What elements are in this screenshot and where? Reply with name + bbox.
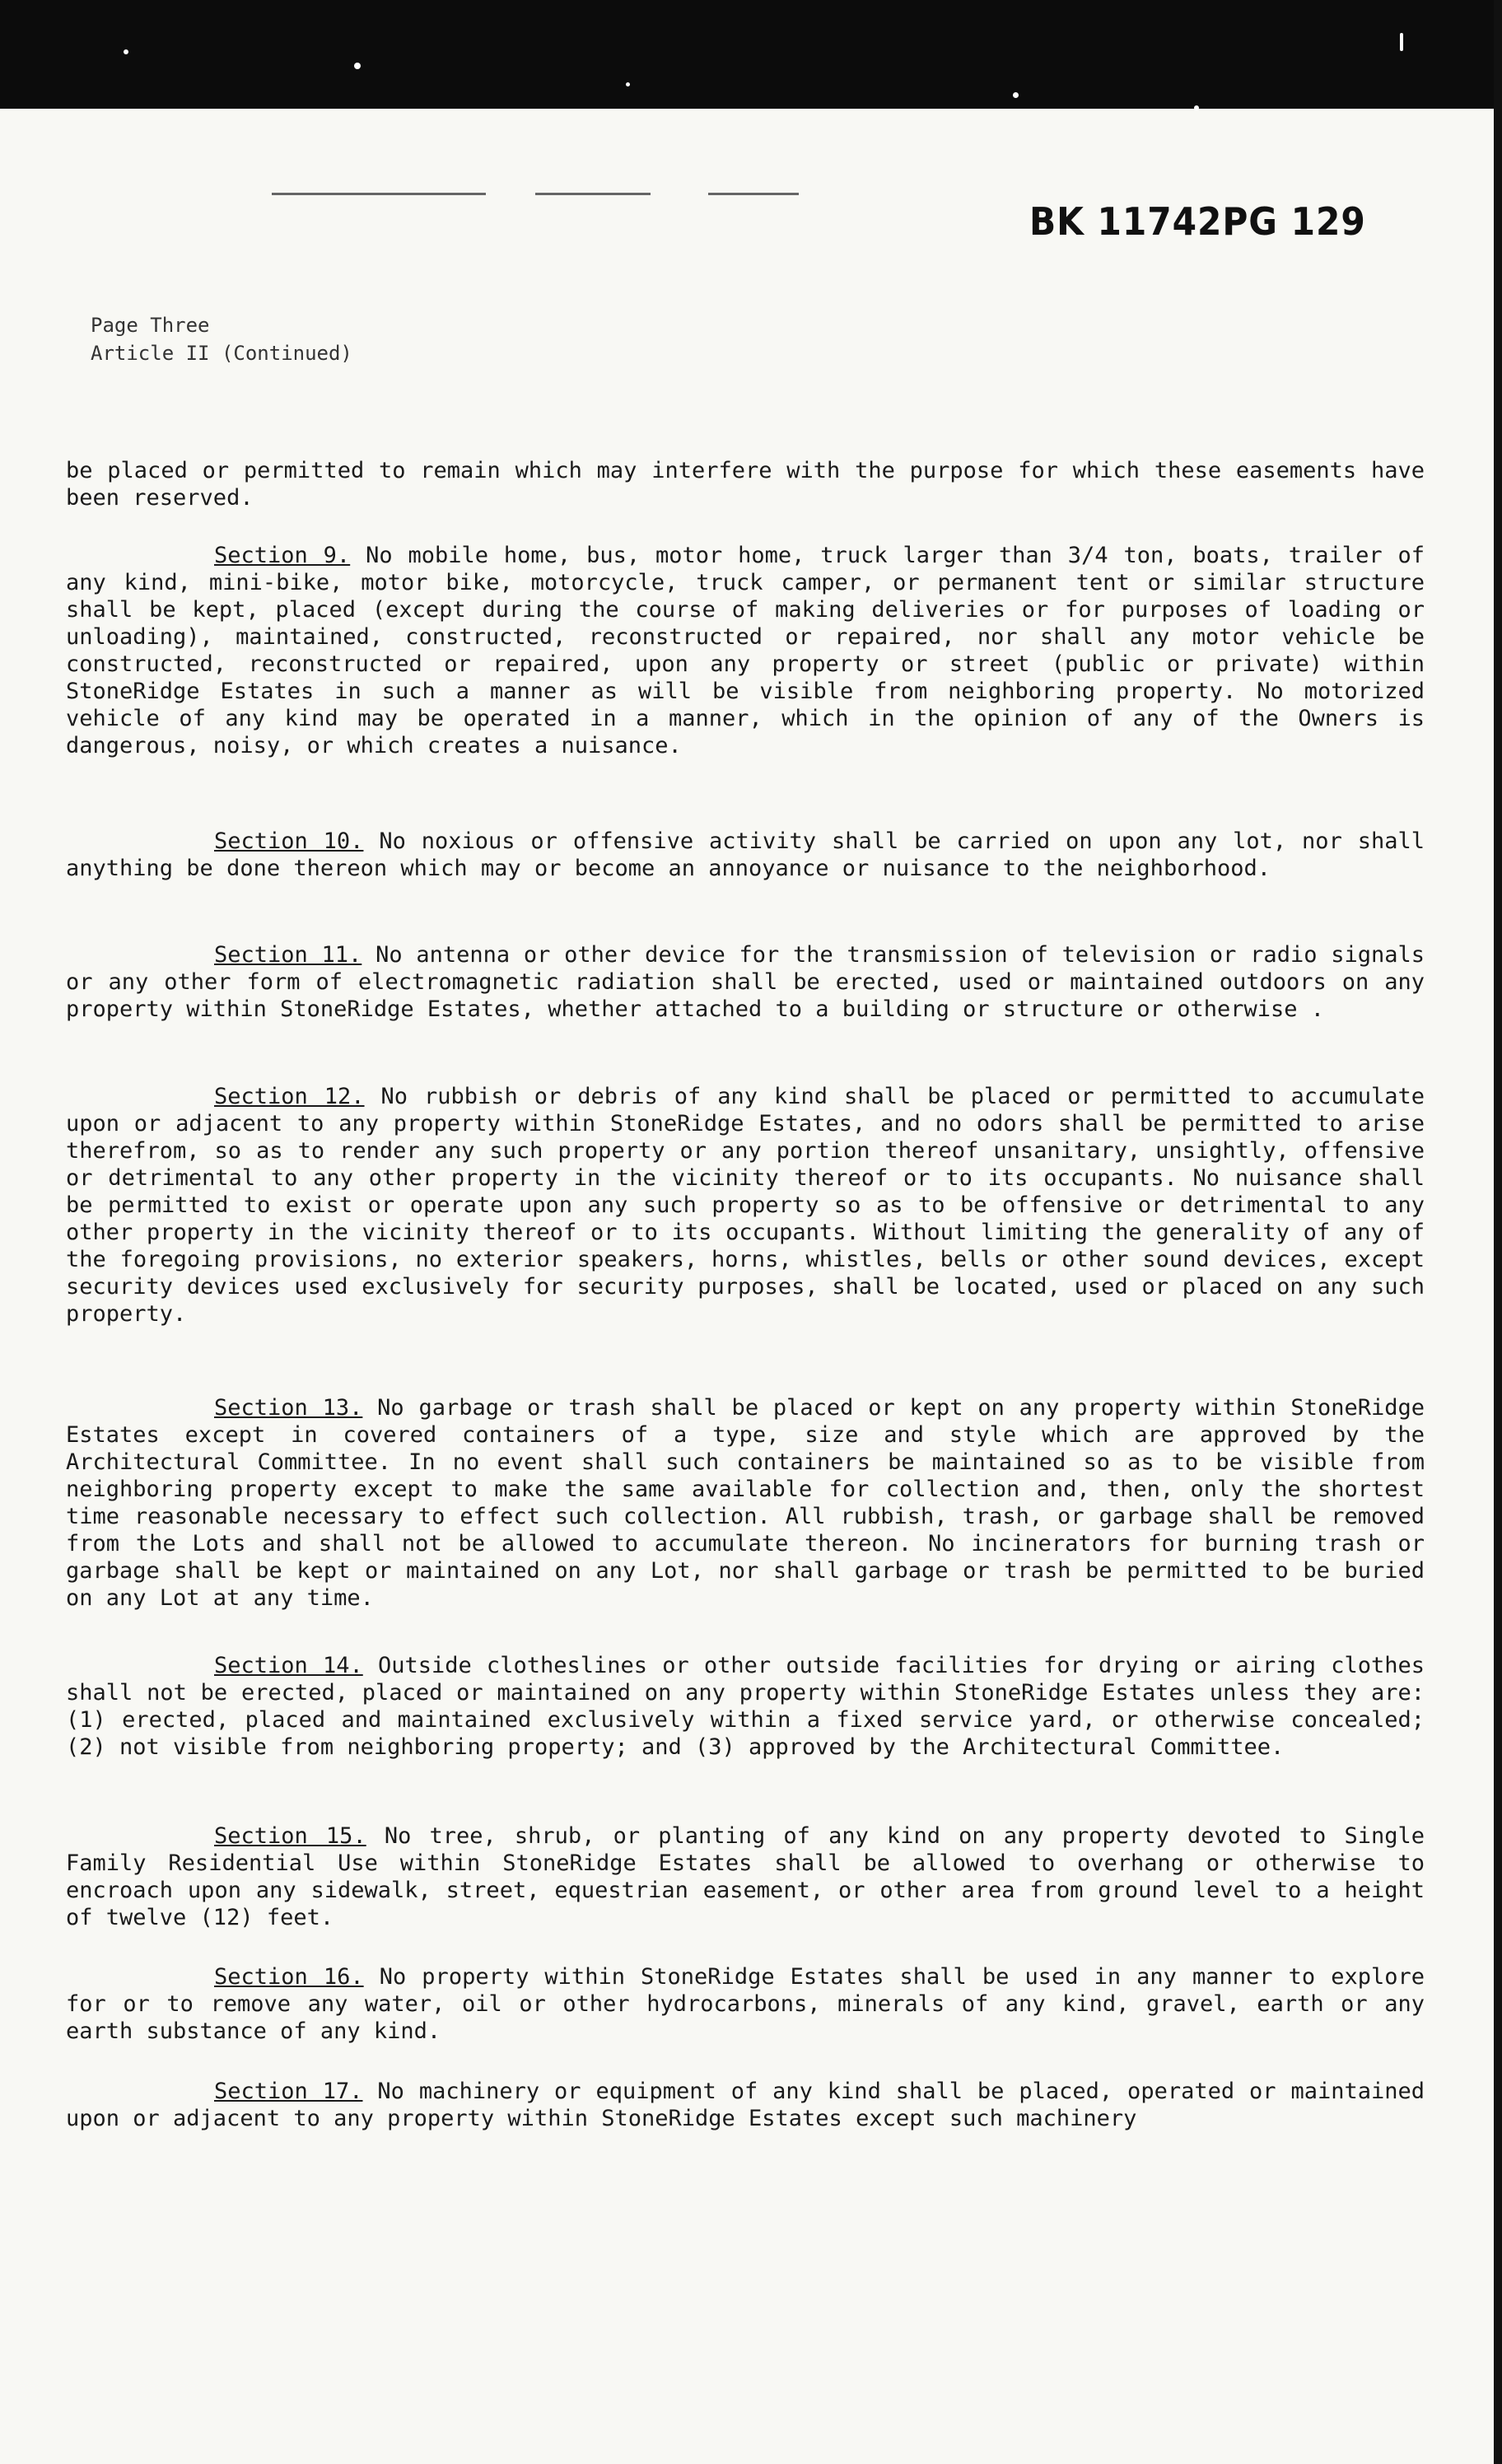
- scan-border-right: [1494, 0, 1502, 2464]
- section-text: No antenna or other device for the transmission of television or radio signals or any other form of electromagnetic radiation shall be erected, used or maintained outdoors on any property within StoneRidge Estates, whether attached to a building or structure or otherwise .: [66, 942, 1425, 1022]
- section-text: No noxious or offensive activity shall be carried on upon any lot, nor shall anything be done thereon which may or become an annoyance or nuisance to the neighborhood.: [66, 828, 1425, 881]
- page-header: [91, 311, 352, 367]
- faint-header-mark: [535, 193, 651, 195]
- section-heading: Section 14.: [214, 1653, 363, 1678]
- scan-speck: [1013, 92, 1019, 98]
- section-14: [66, 1652, 1425, 1761]
- section-text: No machinery or equipment of any kind shall be placed, operated or maintained upon or adjacent to any property within StoneRidge Estates except such machinery: [66, 2079, 1425, 2131]
- scan-speck: [354, 63, 361, 69]
- section-9: [66, 542, 1425, 759]
- page-number-label: Page Three: [91, 314, 210, 337]
- section-text: No garbage or trash shall be placed or kept on any property within StoneRidge Estates except in covered containers of a type, size and style which are approved by the Architectural Committee. In no event shall such containers be maintained so as to be visible from neighboring property except to make the same available for collection and, then, only the shortest time reasonable necessary to effect such collection. All rubbish, trash, or garbage shall be removed from the Lots and shall not be allowed to accumulate thereon. No incinerators for burning trash or garbage shall be kept or maintained on any Lot, nor shall garbage or trash be permitted to be buried on any Lot at any time.: [66, 1395, 1425, 1611]
- section-15: [66, 1822, 1425, 1931]
- section-heading: Section 13.: [214, 1395, 363, 1421]
- section-heading: Section 9.: [214, 543, 351, 568]
- section-heading: Section 16.: [214, 1964, 364, 1990]
- section-11: [66, 941, 1425, 1023]
- section-10: [66, 828, 1425, 882]
- scan-speck: [626, 82, 630, 86]
- section-text: No tree, shrub, or planting of any kind on any property devoted to Single Family Residential Use within StoneRidge Estates shall be allowed to overhang or otherwise to encroach upon any sidewalk, street, equestrian easement, or other area from ground level to a height of twelve (12) feet.: [66, 1823, 1425, 1930]
- scan-border-top: [0, 0, 1502, 109]
- section-text: No rubbish or debris of any kind shall be placed or permitted to accumulate upon or adjacent to any property within StoneRidge Estates, and no odors shall be permitted to arise therefrom, so as to render any such property or any portion thereof unsanitary, unsightly, offensive or detrimental to any other property in the vicinity thereof or to its occupants. No nuisance shall be permitted to exist or operate upon any such property so as to be offensive or detrimental to any other property in the vicinity thereof or to its occupants. Without limiting the generality of any of the foregoing provisions, no exterior speakers, horns, whistles, bells or other sound devices, except security devices used exclusively for security purposes, shall be located, used or placed on any such property.: [66, 1084, 1425, 1327]
- article-label: Article II (Continued): [91, 342, 352, 365]
- section-12: [66, 1083, 1425, 1328]
- scan-speck: [1194, 105, 1199, 110]
- section-text: No mobile home, bus, motor home, truck larger than 3/4 ton, boats, trailer of any kind, mini-bike, motor bike, motorcycle, truck camper, or permanent tent or similar structure shall be kept, placed (except during the course of making deliveries or for purposes of loading or unloading), maintained, constructed, reconstructed or repaired, nor shall any motor vehicle be constructed, reconstructed or repaired, upon any property or street (public or private) within StoneRidge Estates in such a manner as will be visible from neighboring property. No motorized vehicle of any kind may be operated in a manner, which in the opinion of any of the Owners is dangerous, noisy, or which creates a nuisance.: [66, 543, 1425, 758]
- section-heading: Section 10.: [214, 828, 364, 854]
- faint-header-mark: [708, 193, 799, 195]
- scan-speck: [1400, 33, 1403, 51]
- section-text: No property within StoneRidge Estates shall be used in any manner to explore for or to remove any water, oil or other hydrocarbons, minerals of any kind, gravel, earth or any earth substance of any kind.: [66, 1964, 1425, 2044]
- section-heading: Section 17.: [214, 2079, 363, 2104]
- section-17: [66, 2078, 1425, 2132]
- section-13: [66, 1394, 1425, 1612]
- opening-paragraph: [66, 457, 1425, 511]
- recording-number: BK 11742PG 129: [1029, 199, 1366, 244]
- section-heading: Section 11.: [214, 942, 362, 968]
- section-heading: Section 12.: [214, 1084, 365, 1109]
- faint-header-mark: [272, 193, 486, 195]
- opening-text: be placed or permitted to remain which may interfere with the purpose for which these easements have been reserved.: [66, 458, 1425, 511]
- section-heading: Section 15.: [214, 1823, 366, 1849]
- scan-speck: [124, 49, 128, 54]
- section-text: Outside clotheslines or other outside facilities for drying or airing clothes shall not be erected, placed or maintained on any property within StoneRidge Estates unless they are: (1) erected, placed and maintained exclusively within a fixed service yard, or otherwise concealed; (2) not visible from neighboring property; and (3) approved by the Architectural Committee.: [66, 1653, 1425, 1760]
- section-16: [66, 1963, 1425, 2045]
